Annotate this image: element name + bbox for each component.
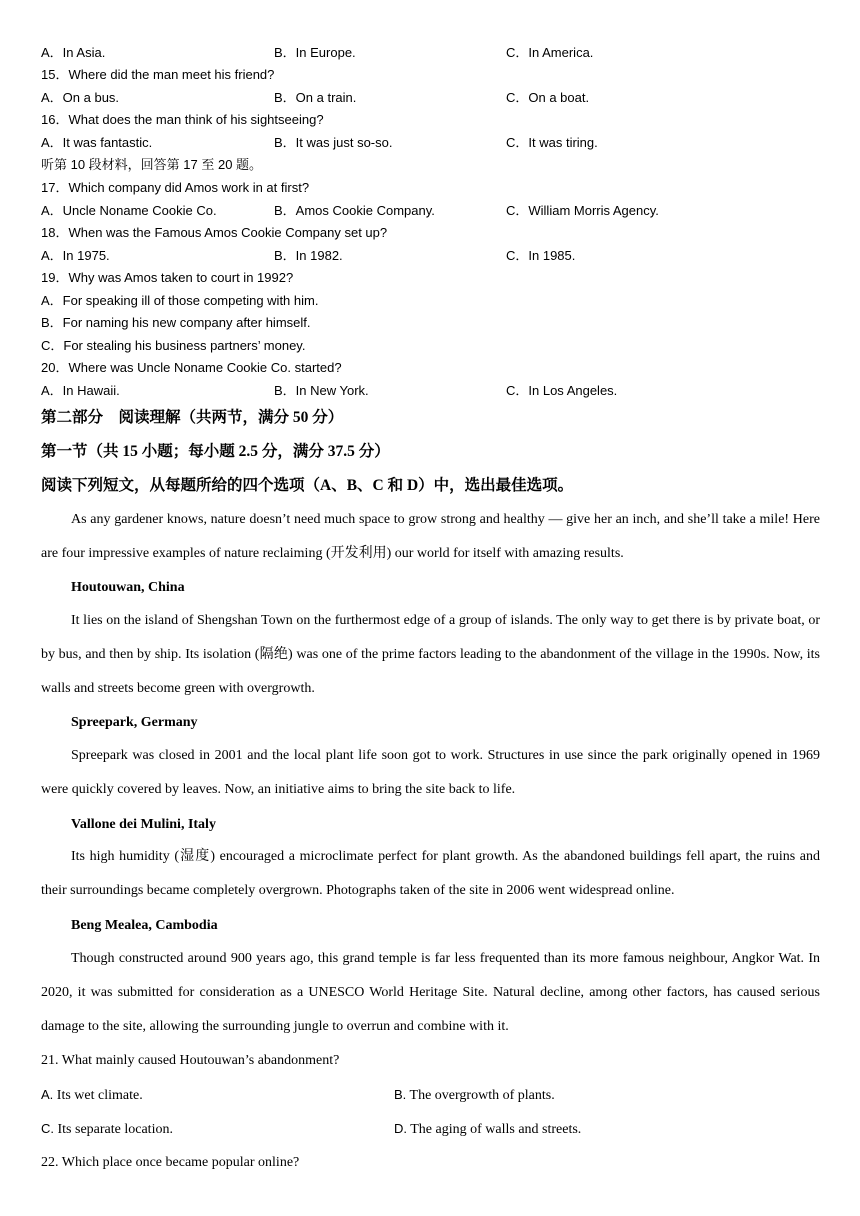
passage-intro: As any gardener knows, nature doesn’t need much space to grow strong and healthy — give her an inch, and she’ll take a mile! Here are four impressive examples of nature reclaiming (开发利用) our world for itself with amazing results. — [41, 512, 820, 561]
q17-stem: 17．Which company did Amos work in at first? — [41, 180, 310, 195]
q20-stem: 20．Where was Uncle Noname Cookie Co. started? — [41, 360, 342, 375]
q15-option-c: C．On a boat. — [506, 90, 590, 105]
q17-option-a: A．Uncle Noname Cookie Co. — [41, 203, 217, 218]
q14-option-a: A．In Asia. — [41, 45, 106, 60]
section10-intro: 听第 10 段材料，回答第 17 至 20 题。 — [41, 157, 263, 172]
q20-option-a: A．In Hawaii. — [41, 383, 120, 398]
q21-option-c-text: Its separate location. — [54, 1122, 173, 1137]
part-title: 第二部分 阅读理解（共两节，满分 50 分） — [41, 409, 344, 426]
q21-option-b-text: The overgrowth of plants. — [406, 1088, 555, 1103]
place-text-beng-mealea: Though constructed around 900 years ago, this grand temple is far less frequented than its more famous neighbour, Angkor Wat. In 2020, it was submitted for consideration as a UNESCO World Heritage Site. Natural decline, among other factors, has caused serious damage to the site, allowing the surrounding jungle to overrun and combine with it. — [41, 951, 820, 1034]
q21-option-d-text: The aging of walls and streets. — [407, 1122, 582, 1137]
q14-option-b: B．In Europe. — [274, 45, 356, 60]
q20-option-c: C．In Los Angeles. — [506, 383, 618, 398]
q21-option-a — [41, 1086, 143, 1105]
q19-stem: 19．Why was Amos taken to court in 1992? — [41, 270, 294, 285]
q16-stem: 16．What does the man think of his sightseeing? — [41, 112, 324, 127]
place-text-spreepark: Spreepark was closed in 2001 and the local plant life soon got to work. Structures in use since the park originally opened in 1969 were quickly covered by leaves. Now, an initiative aims to bring the site back to life. — [41, 748, 820, 797]
q16-option-b: B．It was just so-so. — [274, 135, 393, 150]
place-heading-vallone: Vallone dei Mulini, Italy — [71, 817, 216, 832]
q19-option-b: B．For naming his new company after himself. — [41, 315, 311, 330]
q18-option-b: B．In 1982. — [274, 248, 343, 263]
q21-option-a-letter: A. — [41, 1087, 54, 1102]
place-heading-beng-mealea: Beng Mealea, Cambodia — [71, 918, 218, 933]
q21-stem: 21. What mainly caused Houtouwan’s abandonment? — [41, 1053, 340, 1068]
q21-option-d-letter: D. — [394, 1121, 407, 1136]
place-heading-spreepark: Spreepark, Germany — [71, 715, 198, 730]
q21-option-a-text: Its wet climate. — [53, 1088, 143, 1103]
q21-option-c — [41, 1120, 173, 1139]
q18-option-a: A．In 1975. — [41, 248, 110, 263]
q21-option-d — [394, 1120, 581, 1139]
place-heading-houtouwan: Houtouwan, China — [71, 580, 185, 595]
q15-option-b: B．On a train. — [274, 90, 357, 105]
q19-option-a: A．For speaking ill of those competing with him. — [41, 293, 319, 308]
q15-option-a: A．On a bus. — [41, 90, 120, 105]
q21-option-c-letter: C. — [41, 1121, 54, 1136]
q19-option-c: C．For stealing his business partners’ money. — [41, 338, 306, 353]
q15-stem: 15．Where did the man meet his friend? — [41, 67, 275, 82]
q20-option-b: B．In New York. — [274, 383, 369, 398]
q17-option-c: C．William Morris Agency. — [506, 203, 659, 218]
q21-option-b-letter: B. — [394, 1087, 407, 1102]
q16-option-a: A．It was fantastic. — [41, 135, 153, 150]
q17-option-b: B．Amos Cookie Company. — [274, 203, 435, 218]
section-title: 第一节（共 15 小题；每小题 2.5 分，满分 37.5 分） — [41, 443, 390, 460]
q16-option-c: C．It was tiring. — [506, 135, 598, 150]
place-text-vallone: Its high humidity (湿度) encouraged a microclimate perfect for plant growth. As the abandoned buildings fell apart, the ruins and their surroundings became completely overgrown. Photographs taken of the site in 2006 went widespread online. — [41, 849, 820, 898]
q21-option-b — [394, 1086, 555, 1105]
instruction: 阅读下列短文，从每题所给的四个选项（A、B、C 和 D）中，选出最佳选项。 — [41, 477, 574, 494]
q14-option-c: C．In America. — [506, 45, 594, 60]
q18-option-c: C．In 1985. — [506, 248, 576, 263]
q18-stem: 18．When was the Famous Amos Cookie Company set up? — [41, 225, 388, 240]
q22-stem: 22. Which place once became popular online? — [41, 1155, 300, 1170]
place-text-houtouwan: It lies on the island of Shengshan Town on the furthermost edge of a group of islands. The only way to get there is by private boat, or by bus, and then by ship. Its isolation (隔绝) was one of the prime factors leading to the abandonment of the village in the 1990s. Now, its walls and streets become green with overgrowth. — [41, 613, 820, 696]
